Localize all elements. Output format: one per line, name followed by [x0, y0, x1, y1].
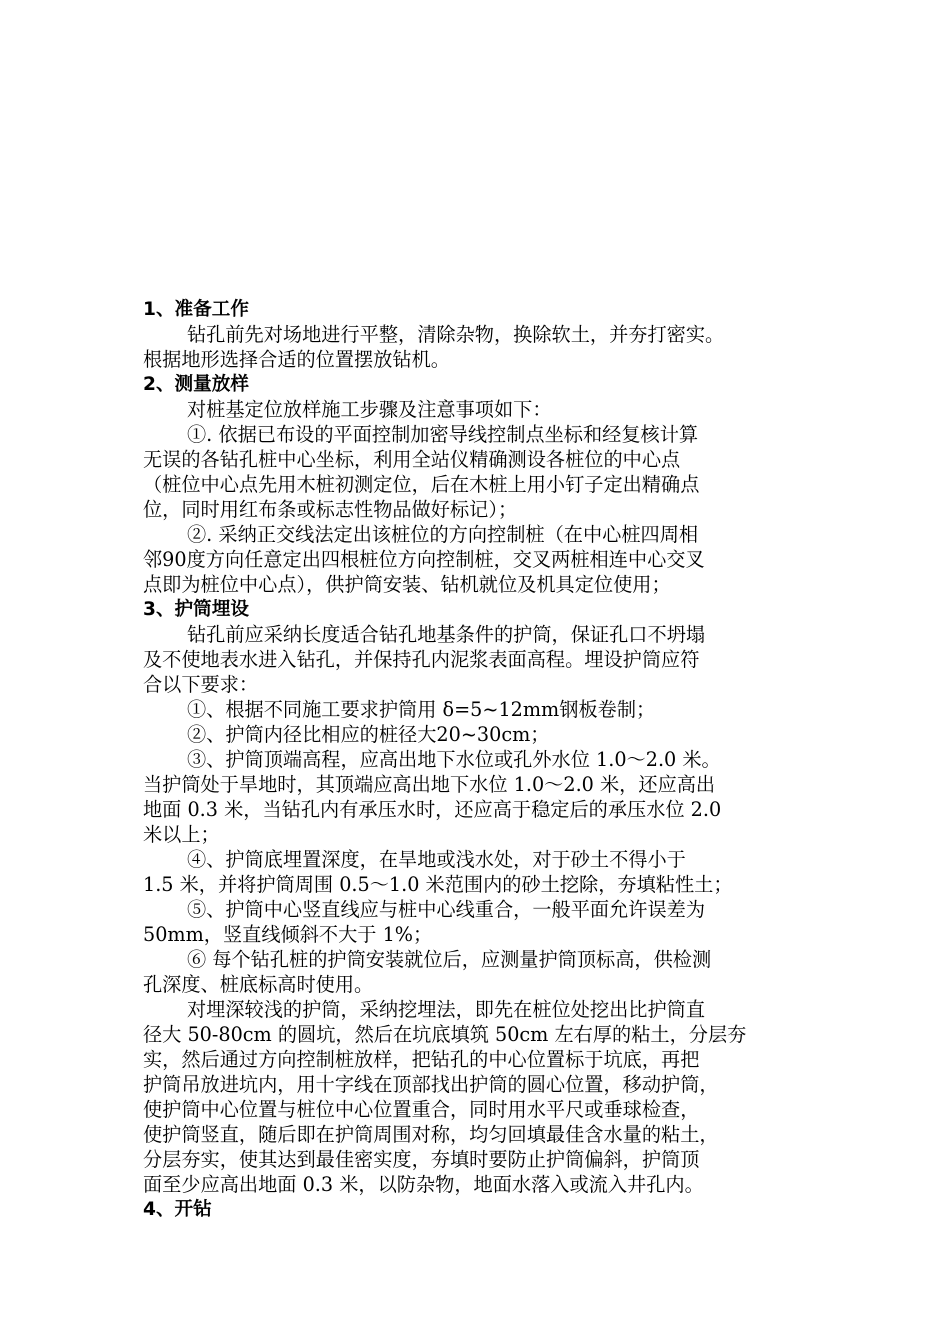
document-body: [143, 297, 828, 1222]
paragraph-line: 钻孔前应采纳长度适合钻孔地基条件的护筒，保证孔口不坍塌: [187, 623, 706, 646]
paragraph-line: 钻孔前先对场地进行平整，清除杂物，换除软土，并夯打密实。: [187, 323, 725, 346]
paragraph-line: 护筒吊放进坑内，用十字线在顶部找出护筒的圆心位置，移动护筒，: [143, 1073, 719, 1096]
paragraph-line: 点即为桩位中心点），供护筒安装、钻机就位及机具定位使用；: [143, 573, 671, 596]
paragraph-line: 地面 0.3 米，当钻孔内有承压水时，还应高于稳定后的承压水位 2.0: [143, 798, 722, 821]
paragraph-line: ①. 依据已布设的平面控制加密导线控制点坐标和经复核计算: [187, 423, 699, 446]
paragraph-line: 对桩基定位放样施工步骤及注意事项如下：: [187, 398, 552, 421]
paragraph-line: 使护筒竖直，随后即在护筒周围对称，均匀回填最佳含水量的粘土，: [143, 1123, 719, 1146]
paragraph-line: ④、护筒底埋置深度，在旱地或浅水处，对于砂土不得小于: [187, 848, 686, 871]
paragraph-line: ②、护筒内径比相应的桩径大20~30cm；: [187, 723, 550, 746]
paragraph-line: 合以下要求：: [143, 673, 259, 696]
paragraph-line: 及不使地表水进入钻孔，并保持孔内泥浆表面高程。埋设护筒应符: [143, 648, 700, 671]
paragraph-line: 实，然后通过方向控制桩放样，把钻孔的中心位置标于坑底，再把: [143, 1048, 700, 1071]
paragraph-line: 使护筒中心位置与桩位中心位置重合，同时用水平尺或垂球检查，: [143, 1098, 700, 1121]
paragraph-line: 无误的各钻孔桩中心坐标，利用全站仪精确测设各桩位的中心点: [143, 448, 681, 471]
paragraph-line: 邻90度方向任意定出四根桩位方向控制桩，交叉两桩相连中心交叉: [143, 548, 705, 571]
paragraph-line: 米以上；: [143, 823, 220, 846]
paragraph-line: 对埋深较浅的护筒，采纳挖埋法，即先在桩位处挖出比护筒直: [187, 998, 706, 1021]
paragraph-line: ②. 采纳正交线法定出该桩位的方向控制桩（在中心桩四周相: [187, 523, 699, 546]
paragraph-line: 当护筒处于旱地时，其顶端应高出地下水位 1.0～2.0 米，还应高出: [143, 773, 716, 796]
paragraph-line: ⑤、护筒中心竖直线应与桩中心线重合，一般平面允许误差为: [187, 898, 706, 921]
paragraph-line: 分层夯实，使其达到最佳密实度，夯填时要防止护筒偏斜，护筒顶: [143, 1148, 700, 1171]
paragraph-line: ⑥ 每个钻孔桩的护筒安装就位后，应测量护筒顶标高，供检测: [187, 948, 712, 971]
paragraph-line: 50mm，竖直线倾斜不大于 1%；: [143, 923, 433, 946]
paragraph-line: （桩位中心点先用木桩初测定位，后在木桩上用小钉子定出精确点: [143, 473, 700, 496]
section-heading: 2、测量放样: [143, 374, 249, 395]
paragraph-line: 径大 50-80cm 的圆坑，然后在坑底填筑 50cm 左右厚的粘土，分层夯: [143, 1023, 747, 1046]
paragraph-line: 位，同时用红布条或标志性物品做好标记）；: [143, 498, 518, 521]
section-heading: 4、开钻: [143, 1199, 212, 1220]
paragraph-line: 根据地形选择合适的位置摆放钻机。: [143, 348, 450, 371]
paragraph-line: 面至少应高出地面 0.3 米，以防杂物，地面水落入或流入井孔内。: [143, 1173, 704, 1196]
paragraph-line: ①、根据不同施工要求护筒用 δ=5~12mm钢板卷制；: [187, 698, 656, 721]
paragraph-line: 1.5 米，并将护筒周围 0.5～1.0 米范围内的砂土挖除，夯填粘性土；: [143, 873, 733, 896]
paragraph-line: ③、护筒顶端高程，应高出地下水位或孔外水位 1.0～2.0 米。: [187, 748, 721, 771]
paragraph-line: 孔深度、桩底标高时使用。: [143, 973, 374, 996]
section-heading: 3、护筒埋设: [143, 599, 249, 620]
section-heading: 1、准备工作: [143, 299, 249, 320]
